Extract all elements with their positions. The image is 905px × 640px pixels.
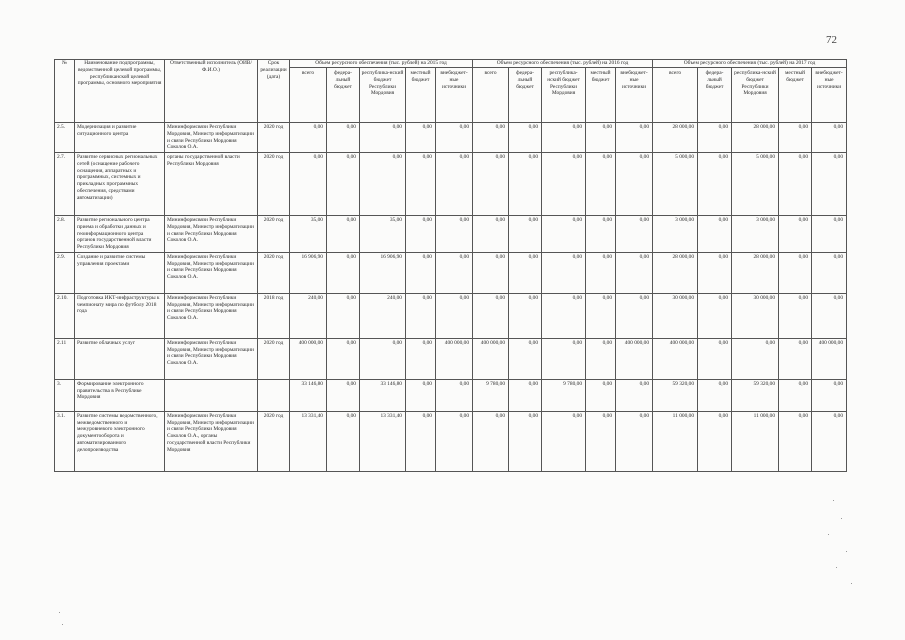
cell-value: 11 000,00 [653,411,698,471]
header-year-2015: Объем ресурсного обеспечения (тыс. рублей) на 2015 год [290,60,473,68]
subheader-total: всего [473,68,509,123]
cell-value: 0,00 [779,123,812,153]
cell-value: 0,00 [436,379,473,411]
row-responsible: Мининформсвязи Республики Мордовия, Министр информатизации и связи Республики Мордовия Соколов О.А. [165,216,258,253]
cell-value: 0,00 [779,252,812,293]
cell-value: 59 320,00 [732,379,779,411]
cell-value: 0,00 [290,153,327,216]
cell-value: 3 000,00 [732,216,779,253]
row-term: 2020 год [258,216,290,253]
scan-speck [62,624,63,625]
page-number: 72 [826,34,837,46]
cell-value: 0,00 [779,411,812,471]
row-responsible: Мининформсвязи Республики Мордовия, Министр информатизации и связи Республики Мордовия Соколов О.А. [165,293,258,338]
cell-value: 0,00 [542,252,586,293]
cell-value: 35,00 [360,216,406,253]
cell-value: 0,00 [360,123,406,153]
cell-value: 0,00 [509,411,542,471]
cell-value: 0,00 [779,379,812,411]
row-term: 2020 год [258,153,290,216]
cell-value: 0,00 [436,216,473,253]
cell-value: 0,00 [812,153,847,216]
cell-value: 0,00 [436,252,473,293]
cell-value: 0,00 [586,153,616,216]
cell-value: 400 000,00 [616,338,653,379]
row-term: 2020 год [258,123,290,153]
cell-value: 33 146,80 [360,379,406,411]
cell-value: 0,00 [290,123,327,153]
cell-value: 0,00 [473,123,509,153]
cell-value: 0,00 [542,411,586,471]
table-row [55,338,847,379]
row-number: 2.9. [55,252,75,293]
cell-value: 0,00 [436,293,473,338]
header-year-2017: Объем ресурсного обеспечения (тыс. рублей) на 2017 год [653,60,847,68]
cell-value: 0,00 [406,293,436,338]
row-number: 2.7. [55,153,75,216]
cell-value: 0,00 [509,338,542,379]
table-row [55,379,847,411]
cell-value: 240,00 [290,293,327,338]
table-row [55,411,847,471]
cell-value: 13 331,40 [290,411,327,471]
cell-value: 9 780,00 [542,379,586,411]
scan-speck [833,500,834,501]
row-number: 2.8. [55,216,75,253]
cell-value: 0,00 [542,293,586,338]
cell-value: 0,00 [586,379,616,411]
cell-value: 0,00 [509,123,542,153]
cell-value: 59 320,00 [653,379,698,411]
cell-value: 0,00 [586,338,616,379]
cell-value: 0,00 [542,123,586,153]
cell-value: 0,00 [406,379,436,411]
subheader-offbudget: внебюджет-ные источники [812,68,847,123]
cell-value: 400 000,00 [812,338,847,379]
scan-speck [841,518,842,519]
cell-value: 0,00 [473,293,509,338]
cell-value: 0,00 [779,293,812,338]
cell-value: 16 906,90 [360,252,406,293]
subheader-total: всего [653,68,698,123]
cell-value: 0,00 [406,252,436,293]
cell-value: 0,00 [509,252,542,293]
header-row-1 [55,60,847,68]
cell-value: 0,00 [327,293,360,338]
cell-value: 5 000,00 [732,153,779,216]
cell-value: 0,00 [812,123,847,153]
cell-value: 0,00 [586,123,616,153]
table-row [55,123,847,153]
cell-value: 0,00 [698,411,732,471]
header-no: № [55,60,75,123]
row-number: 3.1. [55,411,75,471]
cell-value: 0,00 [406,216,436,253]
header-year-2016: Объем ресурсного обеспечения (тыс. рублей) на 2016 год [473,60,653,68]
cell-value: 0,00 [406,123,436,153]
cell-value: 0,00 [542,338,586,379]
cell-value: 0,00 [812,379,847,411]
subheader-republican: республика-нский бюджет Республики Мордовия [542,68,586,123]
row-responsible: Мининформсвязи Республики Мордовия, Министр информатизации и связи Республики Мордовия Соколов О.А. [165,123,258,153]
cell-value: 400 000,00 [436,338,473,379]
subheader-local: местный бюджет [779,68,812,123]
cell-value: 0,00 [732,338,779,379]
cell-value: 0,00 [812,216,847,253]
cell-value: 0,00 [509,379,542,411]
subheader-offbudget: внебюджет-ные источники [436,68,473,123]
scan-speck [846,551,847,552]
cell-value: 35,00 [290,216,327,253]
scan-speck [828,534,829,535]
row-responsible: Мининформсвязи Республики Мордовия, Министр информатизации и связи Республики Мордовия Соколов О.А. [165,338,258,379]
cell-value: 240,00 [360,293,406,338]
cell-value: 0,00 [360,153,406,216]
subheader-offbudget: внебюджет-ные источники [616,68,653,123]
cell-value: 0,00 [542,153,586,216]
cell-value: 0,00 [360,338,406,379]
cell-value: 0,00 [698,123,732,153]
row-name: Развитие регионального центра приема и обработки данных и геоинформационного центра органов государственной власти Республики Мордовия [75,216,165,253]
cell-value: 0,00 [473,216,509,253]
row-name: Модернизация и развитие ситуационного центра [75,123,165,153]
cell-value: 0,00 [616,216,653,253]
cell-value: 0,00 [779,216,812,253]
row-name: Формирование электронного правительства в Республике Мордовия [75,379,165,411]
header-term: Срок реализации (дата) [258,60,290,123]
cell-value: 0,00 [473,153,509,216]
row-name: Подготовка ИКТ-инфраструктуры к чемпионату мира по футболу 2018 года [75,293,165,338]
cell-value: 0,00 [327,153,360,216]
subheader-local: местный бюджет [586,68,616,123]
table-row [55,153,847,216]
resource-table [54,59,847,472]
cell-value: 0,00 [436,153,473,216]
row-term: 2020 год [258,338,290,379]
cell-value: 0,00 [586,293,616,338]
subheader-federal: федера-льный бюджет [327,68,360,123]
cell-value: 0,00 [327,338,360,379]
cell-value: 0,00 [616,379,653,411]
row-number: 2.5. [55,123,75,153]
cell-value: 9 780,00 [473,379,509,411]
row-number: 2.11 [55,338,75,379]
subheader-total: всего [290,68,327,123]
cell-value: 11 000,00 [732,411,779,471]
cell-value: 5 000,00 [653,153,698,216]
cell-value: 0,00 [698,379,732,411]
scan-speck [851,583,852,584]
row-name: Развитие облачных услуг [75,338,165,379]
cell-value: 0,00 [509,216,542,253]
row-responsible: органы государственной власти Республики Мордовия [165,153,258,216]
cell-value: 0,00 [616,411,653,471]
table-row [55,293,847,338]
row-number: 2.10. [55,293,75,338]
row-name: Развитие системы ведомственного, межведомственного и межуровневого электронного документооборота и автоматизированного делопроизводства [75,411,165,471]
row-term: 2018 год [258,293,290,338]
cell-value: 0,00 [327,379,360,411]
cell-value: 0,00 [327,252,360,293]
subheader-republican: республика-нский бюджет Республики Мордовия [732,68,779,123]
cell-value: 0,00 [812,411,847,471]
cell-value: 13 331,40 [360,411,406,471]
cell-value: 0,00 [327,411,360,471]
cell-value: 400 000,00 [290,338,327,379]
cell-value: 0,00 [698,338,732,379]
scan-speck [836,567,837,568]
cell-value: 0,00 [698,293,732,338]
cell-value: 0,00 [406,153,436,216]
row-term: 2020 год [258,252,290,293]
subheader-republican: республика-нский бюджет Республики Мордовия [360,68,406,123]
subheader-federal: федера-льный бюджет [698,68,732,123]
table-row [55,252,847,293]
cell-value: 28 000,00 [653,123,698,153]
scan-speck [59,612,60,613]
row-name: Создание и развитие системы управления проектами [75,252,165,293]
cell-value: 0,00 [616,252,653,293]
cell-value: 28 000,00 [732,252,779,293]
cell-value: 0,00 [779,153,812,216]
cell-value: 0,00 [698,252,732,293]
row-number: 3. [55,379,75,411]
row-responsible: Мининформсвязи Республики Мордовия, Министр информатизации и связи Республики Мордовия Соколов О.А. [165,252,258,293]
cell-value: 30 000,00 [653,293,698,338]
cell-value: 0,00 [698,216,732,253]
cell-value: 0,00 [327,123,360,153]
cell-value: 30 000,00 [732,293,779,338]
cell-value: 0,00 [616,293,653,338]
cell-value: 0,00 [473,252,509,293]
row-term [258,379,290,411]
cell-value: 3 000,00 [653,216,698,253]
cell-value: 0,00 [812,293,847,338]
row-responsible [165,379,258,411]
cell-value: 0,00 [542,216,586,253]
table-row [55,216,847,253]
cell-value: 0,00 [473,411,509,471]
cell-value: 0,00 [436,411,473,471]
cell-value: 28 000,00 [732,123,779,153]
subheader-local: местный бюджет [406,68,436,123]
cell-value: 16 906,90 [290,252,327,293]
cell-value: 0,00 [406,411,436,471]
cell-value: 0,00 [616,153,653,216]
cell-value: 0,00 [327,216,360,253]
cell-value: 0,00 [509,293,542,338]
cell-value: 0,00 [779,338,812,379]
cell-value: 0,00 [509,153,542,216]
row-name: Развитие сервисных региональных сетей (оснащение рабочего оснащения, аппаратных и программных, системных и прикладных программных обеспечения, средствами автоматизации) [75,153,165,216]
header-name: Наименование подпрограммы, ведомственной целевой программы, республиканской целевой программы, основного мероприятия [75,60,165,123]
cell-value: 28 000,00 [653,252,698,293]
cell-value: 0,00 [586,252,616,293]
cell-value: 0,00 [406,338,436,379]
subheader-federal: федера-льный бюджет [509,68,542,123]
cell-value: 0,00 [436,123,473,153]
cell-value: 0,00 [698,153,732,216]
header-responsible: Ответственный исполнитель (ОИВ/Ф.И.О.) [165,60,258,123]
cell-value: 0,00 [586,411,616,471]
cell-value: 0,00 [586,216,616,253]
cell-value: 400 000,00 [473,338,509,379]
cell-value: 33 146,80 [290,379,327,411]
row-term: 2020 год [258,411,290,471]
cell-value: 0,00 [812,252,847,293]
row-responsible: Мининформсвязи Республики Мордовия, Министр информатизации и связи Республики Мордовия Соколов О.А., органы государственной власти Республики Мордовия [165,411,258,471]
cell-value: 400 000,00 [653,338,698,379]
cell-value: 0,00 [616,123,653,153]
